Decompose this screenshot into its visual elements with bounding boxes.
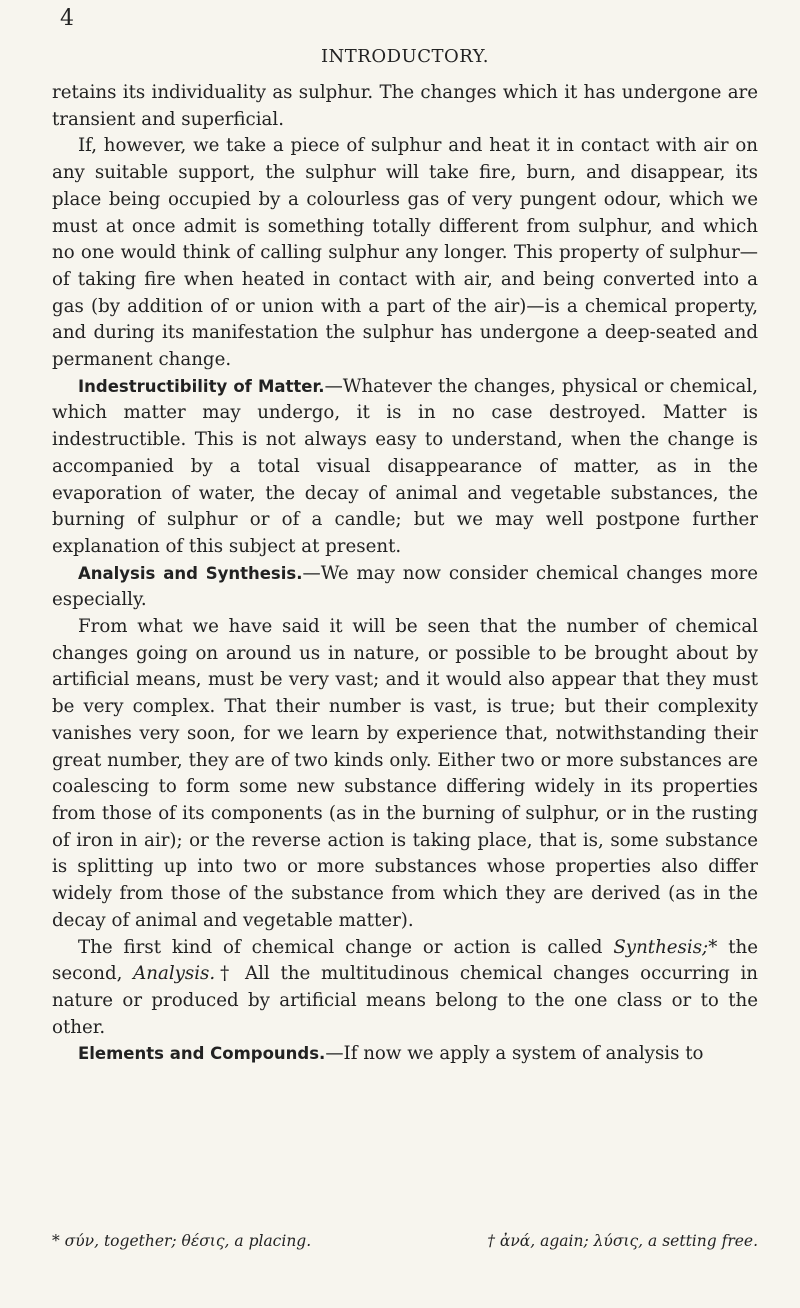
paragraph-elements-compounds <box>52 1041 758 1068</box>
paragraph-synthesis-definition <box>52 935 758 1042</box>
term-synthesis: Synthesis; <box>613 936 709 958</box>
paragraph-indestructibility <box>52 374 758 561</box>
running-head: INTRODUCTORY. <box>320 46 490 67</box>
term-analysis: Analysis. <box>133 963 216 985</box>
paragraph-text: If, however, we take a piece of sulphur and heat it in contact with air on any suitable support, the sulphur will take fire, burn, and disappear, its place being occupied by a colourless gas of very pungent odour, which we must at once admit is something totally different from sulphur, and which no one would think of calling sulphur any longer. This property of sulphur—of taking fire when heated in contact with air, and being converted into a gas (by addition of or union with a part of the air)—is a chemical property, and during its manifestation the sulphur has undergone a deep-seated and permanent change. <box>52 135 758 371</box>
footnote-synthesis: * σύν, together; θέσις, a placing. <box>52 1232 312 1250</box>
side-heading: Indestructibility of Matter. <box>78 376 325 396</box>
paragraph-text: The first kind of chemical change or action is called <box>78 936 614 958</box>
footnotes <box>52 1232 758 1250</box>
side-heading: Analysis and Synthesis. <box>78 563 303 583</box>
side-heading: Elements and Compounds. <box>78 1044 326 1064</box>
body-text <box>52 80 758 1068</box>
book-page <box>52 0 758 1308</box>
paragraph-continuation <box>52 80 758 133</box>
footnote-analysis: † ἀνά, again; λύσις, a setting free. <box>487 1232 758 1250</box>
paragraph-analysis-synthesis <box>52 561 758 614</box>
paragraph-text: —We may now consider chemical changes more especially. <box>52 562 758 611</box>
paragraph-sulphur-burning <box>52 133 758 373</box>
paragraph-text: From what we have said it will be seen that the number of chemical changes going on around us in nature, or possible to be brought about by artificial means, must be very vast; and it would also appear that they must be very complex. That their number is vast, is true; but their complexity vanishes very soon, for we learn by experience that, notwithstanding their great number, they are of two kinds only. Either two or more substances are coalescing to form some new substance differing widely in its properties from those of its components (as in the burning of sulphur, or in the rusting of iron in air); or the reverse action is taking place, that is, some substance is splitting up into two or more substances whose properties also differ widely from those of the substance from which they are derived (as in the decay of animal and vegetable matter). <box>52 616 758 931</box>
paragraph-text: —If now we apply a system of analysis to <box>325 1043 704 1065</box>
paragraph-text: the second, <box>52 936 758 985</box>
paragraph-text: All the multitudinous chemical changes occurring in nature or produced by artificial means belong to the one class or to the other. <box>52 963 759 1038</box>
paragraph-text: —Whatever the changes, physical or chemical, which matter may undergo, it is in no case destroyed. Matter is indestructible. This is not always easy to understand, when the change is accompanied by a total visual disappearance of matter, as in the evaporation of water, the decay of animal and vegetable substances, the burning of sulphur or of a candle; but we may well postpone further explanation of this subject at present. <box>52 375 758 557</box>
page-number: 4 <box>60 6 74 31</box>
paragraph-text: retains its individuality as sulphur. The changes which it has undergone are transient and superficial. <box>52 82 758 130</box>
footnote-mark: * <box>708 936 718 958</box>
paragraph-chemical-changes <box>52 614 758 934</box>
footnote-mark: † <box>215 963 235 985</box>
